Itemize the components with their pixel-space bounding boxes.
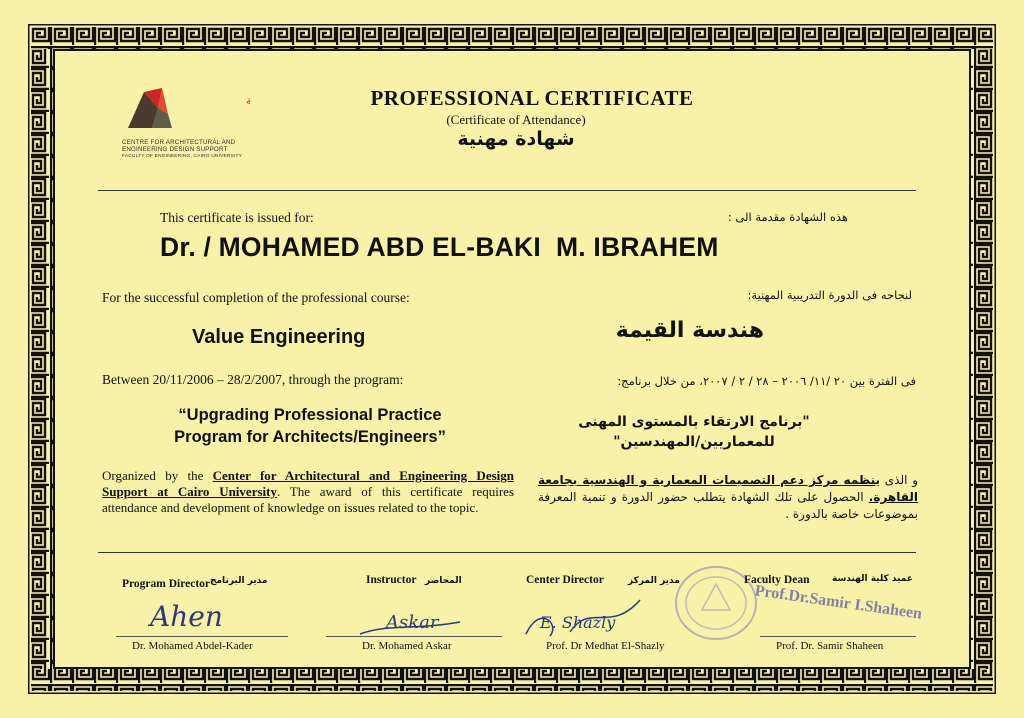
course-name: Value Engineering	[192, 326, 366, 348]
program-name-arabic	[524, 412, 864, 452]
header-divider	[98, 190, 916, 191]
organized-by-text	[102, 468, 514, 516]
logo-arabic: ة	[246, 94, 250, 107]
logo-line3: FACULTY OF ENGINEERING, CAIRO UNIVERSITY	[122, 154, 243, 159]
university-seal	[668, 560, 764, 646]
period-label: Between 20/11/2006 – 28/2/2007, through the program:	[102, 372, 404, 387]
signature-line	[116, 636, 288, 637]
svg-text:E. Shazly: E. Shazly	[540, 613, 616, 632]
organized-suffix: . The award of this certificate requires attendance and development of knowledge on issues related to the topic.	[102, 484, 515, 515]
organized-prefix: Organized by the	[102, 468, 213, 483]
signer-title-arabic-instructor: المحاضر	[425, 576, 462, 586]
signature-line-instructor	[326, 636, 502, 637]
issued-for-label: This certificate is issued for:	[160, 210, 314, 225]
organized-by-text-arabic	[538, 472, 918, 523]
signer-title-instructor: Instructor	[366, 574, 417, 586]
organizer-name-arabic: ينظمه مركز دعم التصميمات المعمارية و الهندسية بجامعة القاهرة.	[538, 473, 918, 504]
recipient-name: Dr. / MOHAMED ABD EL-BAKI M. IBRAHEM	[160, 232, 719, 262]
signer-title: Program Director	[122, 578, 211, 590]
signer-title-center-director: Center Director	[526, 574, 604, 586]
certificate-title-arabic: شهادة مهنية	[457, 128, 575, 150]
program-director-signature	[146, 590, 246, 636]
signer-title-arabic-center-director: مدير المركز	[628, 576, 680, 586]
organizer-name: Center for Architectural and Engineering Design Support at Cairo University	[102, 468, 514, 499]
svg-text:Askar: Askar	[386, 612, 439, 633]
completion-label-arabic: لنجاحه فى الدورة التدريبية المهنية:	[747, 288, 912, 302]
signature-line-faculty-dean	[760, 636, 916, 637]
organized-prefix-arabic: و الذى	[879, 473, 918, 487]
logo-line1: CENTRE FOR ARCHITECTURAL AND	[122, 139, 236, 146]
signer-title-faculty-dean: Faculty Dean	[744, 574, 810, 586]
completion-label: For the successful completion of the professional course:	[102, 290, 410, 305]
issued-for-label-arabic: هذه الشهادة مقدمة الى :	[727, 210, 848, 224]
signer-name-faculty-dean: Prof. Dr. Samir Shaheen	[776, 640, 884, 652]
certificate-subtitle: (Certificate of Attendance)	[446, 112, 586, 127]
logo-line2: ENGINEERING DESIGN SUPPORT	[122, 146, 228, 153]
organized-suffix-arabic: الحصول على تلك الشهادة يتطلب حضور الدورة و تنمية المعرفة بموضوعات خاصة بالدورة .	[538, 490, 918, 521]
program-name-arabic-line1: "برنامج الارتقاء بالمستوى المهنى	[578, 414, 810, 430]
instructor-signature	[356, 604, 466, 640]
program-name-arabic-line2: للمعماريين/المهندسين"	[613, 434, 775, 450]
dean-name-stamp: Prof.Dr.Samir I.Shaheen	[753, 582, 924, 623]
footer-divider	[98, 552, 916, 553]
signer-title-arabic-faculty-dean: عميد كلية الهندسة	[832, 574, 913, 584]
program-name-line1: “Upgrading Professional Practice	[178, 406, 442, 424]
signer-title-arabic: مدير البرنامج	[210, 576, 268, 586]
svg-text:Ahen: Ahen	[150, 600, 223, 633]
signer-name-center-director: Prof. Dr Medhat El-Shazly	[546, 640, 665, 652]
program-name	[110, 404, 510, 448]
signer-name: Dr. Mohamed Abdel-Kader	[132, 640, 253, 652]
signer-name-instructor: Dr. Mohamed Askar	[362, 640, 452, 652]
course-name-arabic: هندسة القيمة	[615, 318, 764, 343]
program-name-line2: Program for Architects/Engineers”	[174, 428, 446, 446]
period-label-arabic: فى الفترة بين ٢٠ /١١/ ٢٠٠٦ – ٢٨ / ٢ / ٢٠٠٧، من خلال برنامج:	[617, 374, 916, 388]
certificate-title: PROFESSIONAL CERTIFICATE	[370, 86, 694, 110]
center-director-signature	[520, 594, 660, 642]
